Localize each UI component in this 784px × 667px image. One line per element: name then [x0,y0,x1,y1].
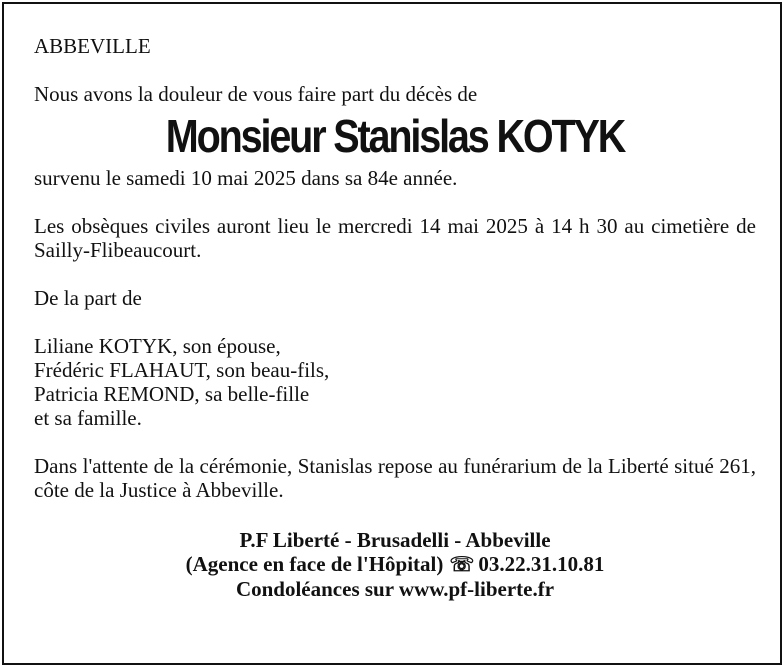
notice-body [34,34,756,601]
location-heading: ABBEVILLE [34,34,151,58]
death-info: survenu le samedi 10 mai 2025 dans sa 84e année. [34,166,458,190]
agency-note: (Agence en face de l'Hôpital) [185,552,444,576]
from-label: De la part de [34,286,142,310]
family-member: Patricia REMOND, sa belle-fille [34,382,310,406]
rest-info: Dans l'attente de la cérémonie, Stanislas repose au funérarium de la Liberté situé 261, côte de la Justice à Abbeville. [34,454,756,502]
funeral-info: Les obsèques civiles auront lieu le mercredi 14 mai 2025 à 14 h 30 au cimetière de Sailly-Flibeaucourt. [34,214,756,262]
phone-icon: ☏ [449,554,475,576]
family-member: Liliane KOTYK, son épouse, [34,334,281,358]
condolences-line: Condoléances sur www.pf-liberte.fr [235,577,555,601]
funeral-home-footer [34,528,756,601]
family-list [34,334,756,430]
family-member: Frédéric FLAHAUT, son beau-fils, [34,358,330,382]
intro-text: Nous avons la douleur de vous faire part du décès de [34,82,478,106]
funeral-home-name: P.F Liberté - Brusadelli - Abbeville [239,528,551,552]
obituary-notice [2,2,782,665]
agency-contact-line [34,552,756,577]
phone-number: 03.22.31.10.81 [478,552,605,576]
family-member: et sa famille. [34,406,142,430]
deceased-name: Monsieur Stanislas KOTYK [165,110,625,162]
